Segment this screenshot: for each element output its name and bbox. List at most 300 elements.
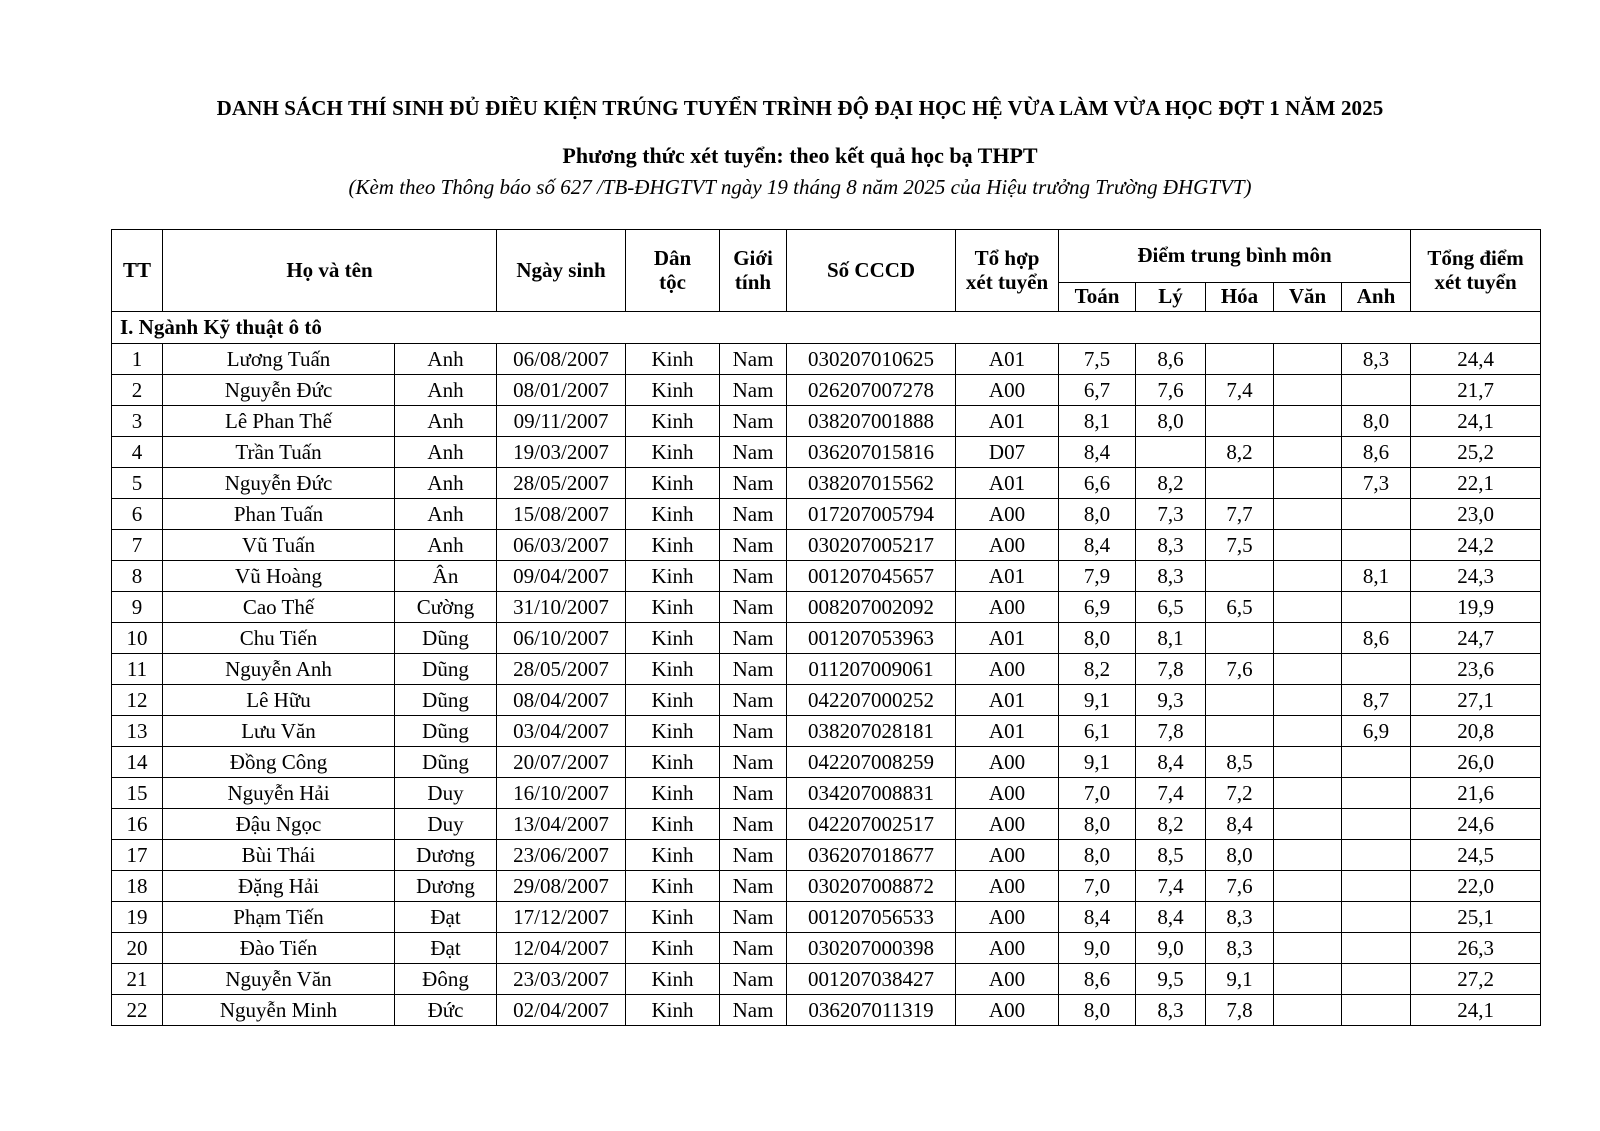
cell-english: 7,3: [1342, 468, 1411, 499]
cell-given-name: Dương: [395, 840, 497, 871]
cell-tt: 2: [112, 375, 163, 406]
cell-gender: Nam: [720, 902, 787, 933]
cell-ethnicity: Kinh: [626, 716, 720, 747]
cell-family-name: Lê Hữu: [163, 685, 395, 716]
cell-combination: A00: [956, 654, 1059, 685]
cell-gender: Nam: [720, 964, 787, 995]
header-chemistry: Hóa: [1206, 283, 1274, 312]
cell-dob: 08/01/2007: [497, 375, 626, 406]
cell-total: 24,2: [1411, 530, 1541, 561]
cell-physics: 9,5: [1136, 964, 1206, 995]
cell-family-name: Chu Tiến: [163, 623, 395, 654]
cell-tt: 10: [112, 623, 163, 654]
cell-total: 23,0: [1411, 499, 1541, 530]
cell-math: 9,1: [1059, 747, 1136, 778]
cell-english: [1342, 375, 1411, 406]
cell-tt: 16: [112, 809, 163, 840]
cell-family-name: Nguyễn Minh: [163, 995, 395, 1026]
cell-total: 22,1: [1411, 468, 1541, 499]
cell-given-name: Dũng: [395, 716, 497, 747]
cell-english: 6,9: [1342, 716, 1411, 747]
cell-given-name: Đông: [395, 964, 497, 995]
cell-physics: 9,3: [1136, 685, 1206, 716]
cell-tt: 20: [112, 933, 163, 964]
cell-id-number: 030207008872: [787, 871, 956, 902]
reference-note: (Kèm theo Thông báo số 627 /TB-ĐHGTVT ngày 19 tháng 8 năm 2025 của Hiệu trưởng Trường ĐHGTVT): [348, 175, 1252, 199]
cell-chemistry: 8,3: [1206, 902, 1274, 933]
cell-combination: A00: [956, 499, 1059, 530]
cell-physics: 8,4: [1136, 902, 1206, 933]
cell-physics: 8,3: [1136, 561, 1206, 592]
cell-physics: 7,4: [1136, 778, 1206, 809]
cell-dob: 28/05/2007: [497, 654, 626, 685]
cell-ethnicity: Kinh: [626, 778, 720, 809]
cell-combination: A01: [956, 716, 1059, 747]
cell-combination: A00: [956, 933, 1059, 964]
cell-given-name: Đức: [395, 995, 497, 1026]
cell-total: 27,1: [1411, 685, 1541, 716]
cell-id-number: 036207011319: [787, 995, 956, 1026]
cell-dob: 19/03/2007: [497, 437, 626, 468]
cell-chemistry: 9,1: [1206, 964, 1274, 995]
cell-id-number: 038207015562: [787, 468, 956, 499]
table-row: [112, 964, 1541, 995]
cell-tt: 22: [112, 995, 163, 1026]
cell-literature: [1274, 468, 1342, 499]
cell-chemistry: 8,5: [1206, 747, 1274, 778]
table-row: [112, 499, 1541, 530]
table-row: [112, 902, 1541, 933]
cell-tt: 1: [112, 344, 163, 375]
cell-given-name: Cường: [395, 592, 497, 623]
table-row: [112, 592, 1541, 623]
cell-combination: A00: [956, 902, 1059, 933]
cell-english: 8,7: [1342, 685, 1411, 716]
table-row: [112, 406, 1541, 437]
cell-family-name: Nguyễn Văn: [163, 964, 395, 995]
cell-chemistry: 7,4: [1206, 375, 1274, 406]
cell-physics: 7,6: [1136, 375, 1206, 406]
cell-tt: 19: [112, 902, 163, 933]
cell-ethnicity: Kinh: [626, 530, 720, 561]
cell-dob: 15/08/2007: [497, 499, 626, 530]
cell-math: 8,0: [1059, 840, 1136, 871]
cell-given-name: Duy: [395, 778, 497, 809]
cell-dob: 03/04/2007: [497, 716, 626, 747]
cell-literature: [1274, 747, 1342, 778]
cell-gender: Nam: [720, 530, 787, 561]
cell-combination: A01: [956, 623, 1059, 654]
cell-given-name: Anh: [395, 375, 497, 406]
header-gender-label: Giới tính: [733, 246, 773, 294]
cell-family-name: Phan Tuấn: [163, 499, 395, 530]
cell-total: 21,7: [1411, 375, 1541, 406]
cell-chemistry: 7,6: [1206, 871, 1274, 902]
cell-literature: [1274, 530, 1342, 561]
cell-english: [1342, 530, 1411, 561]
cell-id-number: 038207001888: [787, 406, 956, 437]
cell-dob: 02/04/2007: [497, 995, 626, 1026]
cell-english: [1342, 592, 1411, 623]
cell-literature: [1274, 964, 1342, 995]
table-row: [112, 871, 1541, 902]
cell-id-number: 008207002092: [787, 592, 956, 623]
cell-literature: [1274, 499, 1342, 530]
cell-chemistry: 6,5: [1206, 592, 1274, 623]
cell-combination: A00: [956, 530, 1059, 561]
cell-english: [1342, 933, 1411, 964]
cell-english: [1342, 871, 1411, 902]
cell-tt: 15: [112, 778, 163, 809]
cell-gender: Nam: [720, 375, 787, 406]
cell-total: 25,1: [1411, 902, 1541, 933]
cell-tt: 14: [112, 747, 163, 778]
cell-given-name: Dương: [395, 871, 497, 902]
cell-math: 8,4: [1059, 437, 1136, 468]
cell-literature: [1274, 685, 1342, 716]
cell-gender: Nam: [720, 561, 787, 592]
cell-literature: [1274, 623, 1342, 654]
cell-english: [1342, 840, 1411, 871]
cell-math: 6,6: [1059, 468, 1136, 499]
cell-physics: 7,3: [1136, 499, 1206, 530]
cell-given-name: Duy: [395, 809, 497, 840]
section-heading: I. Ngành Kỹ thuật ô tô: [112, 312, 1541, 344]
cell-chemistry: 7,6: [1206, 654, 1274, 685]
cell-family-name: Vũ Hoàng: [163, 561, 395, 592]
cell-math: 7,5: [1059, 344, 1136, 375]
cell-physics: 8,3: [1136, 530, 1206, 561]
cell-id-number: 034207008831: [787, 778, 956, 809]
cell-family-name: Nguyễn Anh: [163, 654, 395, 685]
cell-given-name: Đạt: [395, 933, 497, 964]
cell-physics: [1136, 437, 1206, 468]
cell-given-name: Dũng: [395, 654, 497, 685]
cell-physics: 7,4: [1136, 871, 1206, 902]
cell-dob: 31/10/2007: [497, 592, 626, 623]
cell-family-name: Nguyễn Đức: [163, 375, 395, 406]
cell-ethnicity: Kinh: [626, 375, 720, 406]
cell-dob: 12/04/2007: [497, 933, 626, 964]
cell-ethnicity: Kinh: [626, 437, 720, 468]
cell-chemistry: 8,0: [1206, 840, 1274, 871]
cell-math: 8,0: [1059, 623, 1136, 654]
cell-family-name: Đậu Ngọc: [163, 809, 395, 840]
cell-english: [1342, 902, 1411, 933]
cell-math: 9,1: [1059, 685, 1136, 716]
cell-chemistry: 7,7: [1206, 499, 1274, 530]
cell-dob: 06/08/2007: [497, 344, 626, 375]
table-row: [112, 623, 1541, 654]
table-row: [112, 778, 1541, 809]
header-id-number: Số CCCD: [787, 230, 956, 312]
cell-total: 24,5: [1411, 840, 1541, 871]
header-math: Toán: [1059, 283, 1136, 312]
cell-total: 23,6: [1411, 654, 1541, 685]
cell-dob: 28/05/2007: [497, 468, 626, 499]
cell-literature: [1274, 437, 1342, 468]
cell-tt: 3: [112, 406, 163, 437]
candidate-table: [111, 229, 1541, 1026]
cell-physics: 8,0: [1136, 406, 1206, 437]
cell-id-number: 011207009061: [787, 654, 956, 685]
cell-ethnicity: Kinh: [626, 344, 720, 375]
cell-id-number: 042207000252: [787, 685, 956, 716]
cell-physics: 8,2: [1136, 809, 1206, 840]
cell-combination: A01: [956, 685, 1059, 716]
cell-math: 7,9: [1059, 561, 1136, 592]
cell-gender: Nam: [720, 623, 787, 654]
cell-ethnicity: Kinh: [626, 840, 720, 871]
cell-math: 9,0: [1059, 933, 1136, 964]
cell-english: [1342, 499, 1411, 530]
table-row: [112, 344, 1541, 375]
cell-tt: 5: [112, 468, 163, 499]
cell-physics: 8,2: [1136, 468, 1206, 499]
cell-literature: [1274, 561, 1342, 592]
header-physics: Lý: [1136, 283, 1206, 312]
table-row: [112, 654, 1541, 685]
cell-total: 21,6: [1411, 778, 1541, 809]
cell-ethnicity: Kinh: [626, 468, 720, 499]
cell-tt: 7: [112, 530, 163, 561]
cell-chemistry: [1206, 344, 1274, 375]
cell-gender: Nam: [720, 871, 787, 902]
table-row: [112, 437, 1541, 468]
cell-combination: A01: [956, 406, 1059, 437]
cell-gender: Nam: [720, 840, 787, 871]
cell-total: 19,9: [1411, 592, 1541, 623]
cell-ethnicity: Kinh: [626, 685, 720, 716]
cell-chemistry: 7,2: [1206, 778, 1274, 809]
cell-dob: 06/03/2007: [497, 530, 626, 561]
cell-tt: 8: [112, 561, 163, 592]
cell-family-name: Nguyễn Hải: [163, 778, 395, 809]
cell-chemistry: [1206, 561, 1274, 592]
cell-ethnicity: Kinh: [626, 406, 720, 437]
cell-chemistry: 8,4: [1206, 809, 1274, 840]
table-row: [112, 685, 1541, 716]
cell-tt: 21: [112, 964, 163, 995]
cell-gender: Nam: [720, 995, 787, 1026]
cell-gender: Nam: [720, 778, 787, 809]
admission-method: Phương thức xét tuyển: theo kết quả học bạ THPT: [562, 143, 1038, 168]
cell-ethnicity: Kinh: [626, 592, 720, 623]
cell-gender: Nam: [720, 499, 787, 530]
cell-given-name: Anh: [395, 499, 497, 530]
header-name: Họ và tên: [163, 230, 497, 312]
cell-gender: Nam: [720, 344, 787, 375]
cell-dob: 08/04/2007: [497, 685, 626, 716]
cell-tt: 18: [112, 871, 163, 902]
cell-literature: [1274, 375, 1342, 406]
cell-id-number: 036207018677: [787, 840, 956, 871]
cell-english: 8,6: [1342, 623, 1411, 654]
cell-family-name: Đồng Công: [163, 747, 395, 778]
cell-dob: 17/12/2007: [497, 902, 626, 933]
cell-id-number: 030207010625: [787, 344, 956, 375]
cell-english: 8,3: [1342, 344, 1411, 375]
cell-total: 24,6: [1411, 809, 1541, 840]
cell-gender: Nam: [720, 468, 787, 499]
cell-id-number: 017207005794: [787, 499, 956, 530]
cell-tt: 13: [112, 716, 163, 747]
cell-chemistry: [1206, 468, 1274, 499]
cell-combination: A00: [956, 375, 1059, 406]
cell-literature: [1274, 778, 1342, 809]
cell-family-name: Cao Thế: [163, 592, 395, 623]
cell-combination: A00: [956, 964, 1059, 995]
cell-given-name: Anh: [395, 530, 497, 561]
cell-tt: 17: [112, 840, 163, 871]
cell-physics: 8,6: [1136, 344, 1206, 375]
cell-id-number: 001207056533: [787, 902, 956, 933]
cell-family-name: Vũ Tuấn: [163, 530, 395, 561]
header-total: [1411, 230, 1541, 312]
cell-physics: 7,8: [1136, 654, 1206, 685]
cell-physics: 8,3: [1136, 995, 1206, 1026]
document-title: DANH SÁCH THÍ SINH ĐỦ ĐIỀU KIỆN TRÚNG TUYỂN TRÌNH ĐỘ ĐẠI HỌC HỆ VỪA LÀM VỪA HỌC ĐỢT 1 NĂM 2025: [216, 96, 1384, 120]
cell-tt: 6: [112, 499, 163, 530]
header-subject-averages: Điểm trung bình môn: [1059, 230, 1411, 283]
header-total-label: Tổng điểm xét tuyển: [1427, 246, 1524, 294]
cell-total: 24,1: [1411, 995, 1541, 1026]
header-dob: Ngày sinh: [497, 230, 626, 312]
cell-english: 8,0: [1342, 406, 1411, 437]
cell-combination: A01: [956, 468, 1059, 499]
cell-id-number: 030207000398: [787, 933, 956, 964]
cell-chemistry: 7,8: [1206, 995, 1274, 1026]
cell-id-number: 042207002517: [787, 809, 956, 840]
cell-combination: A00: [956, 592, 1059, 623]
cell-english: 8,6: [1342, 437, 1411, 468]
cell-family-name: Nguyễn Đức: [163, 468, 395, 499]
cell-total: 20,8: [1411, 716, 1541, 747]
cell-chemistry: [1206, 716, 1274, 747]
cell-literature: [1274, 344, 1342, 375]
cell-total: 24,7: [1411, 623, 1541, 654]
cell-given-name: Anh: [395, 437, 497, 468]
cell-combination: A00: [956, 778, 1059, 809]
cell-math: 8,4: [1059, 902, 1136, 933]
cell-literature: [1274, 995, 1342, 1026]
cell-total: 25,2: [1411, 437, 1541, 468]
cell-total: 27,2: [1411, 964, 1541, 995]
header-literature: Văn: [1274, 283, 1342, 312]
cell-literature: [1274, 592, 1342, 623]
header-gender: [720, 230, 787, 312]
cell-math: 8,0: [1059, 499, 1136, 530]
cell-combination: A00: [956, 995, 1059, 1026]
cell-ethnicity: Kinh: [626, 623, 720, 654]
cell-math: 8,2: [1059, 654, 1136, 685]
cell-ethnicity: Kinh: [626, 995, 720, 1026]
cell-ethnicity: Kinh: [626, 499, 720, 530]
cell-gender: Nam: [720, 437, 787, 468]
cell-total: 26,3: [1411, 933, 1541, 964]
cell-chemistry: 7,5: [1206, 530, 1274, 561]
cell-tt: 4: [112, 437, 163, 468]
cell-english: [1342, 964, 1411, 995]
cell-ethnicity: Kinh: [626, 747, 720, 778]
cell-combination: D07: [956, 437, 1059, 468]
cell-id-number: 001207045657: [787, 561, 956, 592]
cell-math: 6,7: [1059, 375, 1136, 406]
cell-family-name: Lương Tuấn: [163, 344, 395, 375]
cell-chemistry: 8,2: [1206, 437, 1274, 468]
cell-given-name: Anh: [395, 344, 497, 375]
cell-literature: [1274, 902, 1342, 933]
cell-gender: Nam: [720, 406, 787, 437]
header-ethnicity-label: Dân tộc: [653, 246, 692, 294]
cell-given-name: Dũng: [395, 623, 497, 654]
cell-family-name: Lê Phan Thế: [163, 406, 395, 437]
header-english: Anh: [1342, 283, 1411, 312]
cell-tt: 11: [112, 654, 163, 685]
cell-given-name: Ân: [395, 561, 497, 592]
cell-literature: [1274, 654, 1342, 685]
cell-id-number: 042207008259: [787, 747, 956, 778]
cell-gender: Nam: [720, 685, 787, 716]
table-row: [112, 840, 1541, 871]
cell-gender: Nam: [720, 809, 787, 840]
cell-gender: Nam: [720, 592, 787, 623]
cell-total: 24,4: [1411, 344, 1541, 375]
cell-english: [1342, 809, 1411, 840]
cell-literature: [1274, 716, 1342, 747]
cell-math: 8,0: [1059, 809, 1136, 840]
cell-gender: Nam: [720, 933, 787, 964]
cell-ethnicity: Kinh: [626, 654, 720, 685]
cell-math: 8,4: [1059, 530, 1136, 561]
table-row: [112, 933, 1541, 964]
cell-math: 6,1: [1059, 716, 1136, 747]
cell-dob: 06/10/2007: [497, 623, 626, 654]
cell-math: 6,9: [1059, 592, 1136, 623]
cell-chemistry: [1206, 623, 1274, 654]
cell-id-number: 001207053963: [787, 623, 956, 654]
cell-math: 8,0: [1059, 995, 1136, 1026]
cell-physics: 8,1: [1136, 623, 1206, 654]
cell-literature: [1274, 809, 1342, 840]
cell-math: 8,1: [1059, 406, 1136, 437]
cell-gender: Nam: [720, 747, 787, 778]
cell-given-name: Dũng: [395, 747, 497, 778]
cell-english: [1342, 654, 1411, 685]
cell-family-name: Đặng Hải: [163, 871, 395, 902]
table-row: [112, 375, 1541, 406]
cell-combination: A00: [956, 871, 1059, 902]
cell-ethnicity: Kinh: [626, 933, 720, 964]
cell-dob: 23/06/2007: [497, 840, 626, 871]
cell-dob: 09/04/2007: [497, 561, 626, 592]
table-row: [112, 530, 1541, 561]
cell-given-name: Anh: [395, 406, 497, 437]
cell-given-name: Anh: [395, 468, 497, 499]
cell-chemistry: 8,3: [1206, 933, 1274, 964]
table-row: [112, 716, 1541, 747]
cell-english: [1342, 778, 1411, 809]
cell-english: [1342, 747, 1411, 778]
cell-tt: 9: [112, 592, 163, 623]
cell-ethnicity: Kinh: [626, 561, 720, 592]
cell-chemistry: [1206, 685, 1274, 716]
cell-id-number: 038207028181: [787, 716, 956, 747]
table-row: [112, 809, 1541, 840]
cell-combination: A00: [956, 747, 1059, 778]
cell-ethnicity: Kinh: [626, 902, 720, 933]
header-combination: [956, 230, 1059, 312]
